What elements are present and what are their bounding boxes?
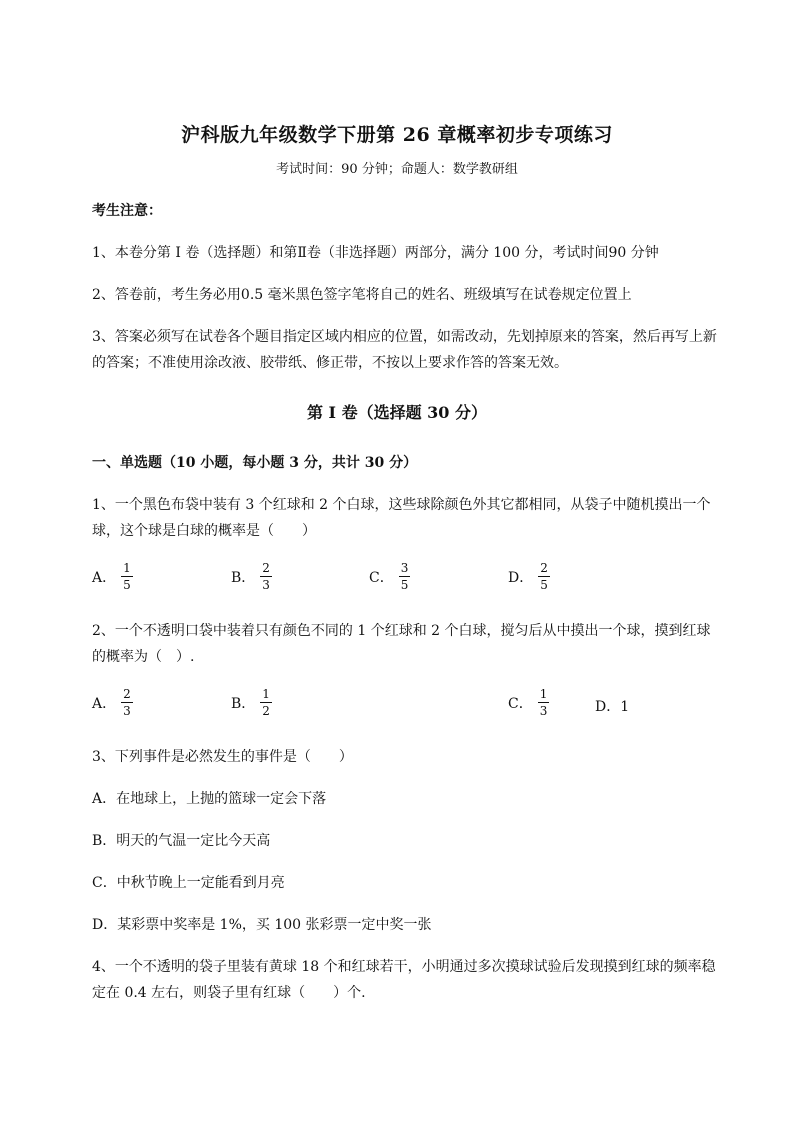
fraction	[121, 562, 133, 592]
q3-option-a: A．在地球上，上抛的篮球一定会下落	[92, 791, 327, 807]
q1-option-b	[231, 562, 272, 592]
note-item: 1、本卷分第 I 卷（选择题）和第Ⅱ卷（非选择题）两部分，满分 100 分，考试时间90 分钟	[92, 245, 659, 261]
q3-option-d: D．某彩票中奖率是 1%，买 100 张彩票一定中奖一张	[92, 917, 432, 933]
question-4-text: 4、一个不透明的袋子里装有黄球 18 个和红球若干，小明通过多次摸球试验后发现摸到红球的频率稳	[92, 959, 716, 975]
question-2-text-continued: 的概率为（ ）.	[92, 649, 195, 665]
numerator: 1	[262, 687, 270, 701]
exam-info: 考试时间：90 分钟；命题人：数学教研组	[276, 162, 518, 177]
numerator: 1	[123, 561, 131, 575]
q1-option-c	[369, 562, 410, 592]
numerator: 1	[539, 687, 548, 701]
option-label: C．	[508, 696, 533, 712]
q2-option-d	[595, 696, 629, 716]
option-label: A．	[92, 570, 117, 586]
fraction	[538, 562, 550, 592]
q3-option-b: B．明天的气温一定比今天高	[92, 833, 271, 849]
numerator: 2	[123, 687, 131, 701]
fraction	[121, 688, 133, 718]
q2-option-b	[231, 688, 272, 718]
q3-option-c: C．中秋节晚上一定能看到月亮	[92, 875, 285, 891]
question-3-text: 3、下列事件是必然发生的事件是（ ）	[92, 749, 353, 765]
denominator: 5	[123, 578, 131, 592]
option-label: D．	[508, 570, 534, 586]
fraction	[399, 562, 411, 592]
section-subheading: 一、单选题（10 小题，每小题 3 分，共计 30 分）	[92, 455, 418, 471]
numerator: 2	[540, 561, 548, 575]
note-item: 3、答案必须写在试卷各个题目指定区域内相应的位置，如需改动，先划掉原来的答案，然后再写上新	[92, 329, 717, 345]
denominator: 3	[539, 704, 548, 718]
note-item: 2、答卷前，考生务必用0.5 毫米黑色签字笔将自己的姓名、班级填写在试卷规定位置上	[92, 287, 632, 303]
question-1-text-continued: 球，这个球是白球的概率是（ ）	[92, 523, 316, 539]
option-label: D．1	[595, 699, 630, 715]
question-1-text: 1、一个黑色布袋中装有 3 个红球和 2 个白球，这些球除颜色外其它都相同，从袋子中随机摸出一个	[92, 497, 711, 513]
numerator: 3	[400, 561, 409, 575]
q2-option-c	[508, 688, 549, 718]
note-item-continued: 的答案；不准使用涂改液、胶带纸、修正带，不按以上要求作答的答案无效。	[92, 355, 568, 371]
question-4-text-continued: 定在 0.4 左右，则袋子里有红球（ ）个.	[92, 985, 366, 1001]
option-label: B．	[231, 570, 256, 586]
page-title: 沪科版九年级数学下册第 26 章概率初步专项练习	[181, 124, 613, 146]
section-title: 第 I 卷（选择题 30 分）	[306, 403, 488, 422]
denominator: 2	[262, 704, 270, 718]
denominator: 5	[400, 578, 409, 592]
option-label: C．	[369, 570, 394, 586]
fraction	[538, 688, 550, 718]
question-2-text: 2、一个不透明口袋中装着只有颜色不同的 1 个红球和 2 个白球，搅匀后从中摸出一个球，摸到红球	[92, 623, 711, 639]
fraction	[260, 562, 272, 592]
option-label: A．	[92, 696, 117, 712]
denominator: 5	[540, 578, 548, 592]
q2-option-a	[92, 688, 133, 718]
q1-option-a	[92, 562, 133, 592]
denominator: 3	[123, 704, 131, 718]
fraction	[260, 688, 272, 718]
q1-option-d	[508, 562, 550, 592]
notes-heading: 考生注意：	[92, 203, 162, 219]
denominator: 3	[262, 578, 270, 592]
numerator: 2	[262, 561, 270, 575]
option-label: B．	[231, 696, 256, 712]
